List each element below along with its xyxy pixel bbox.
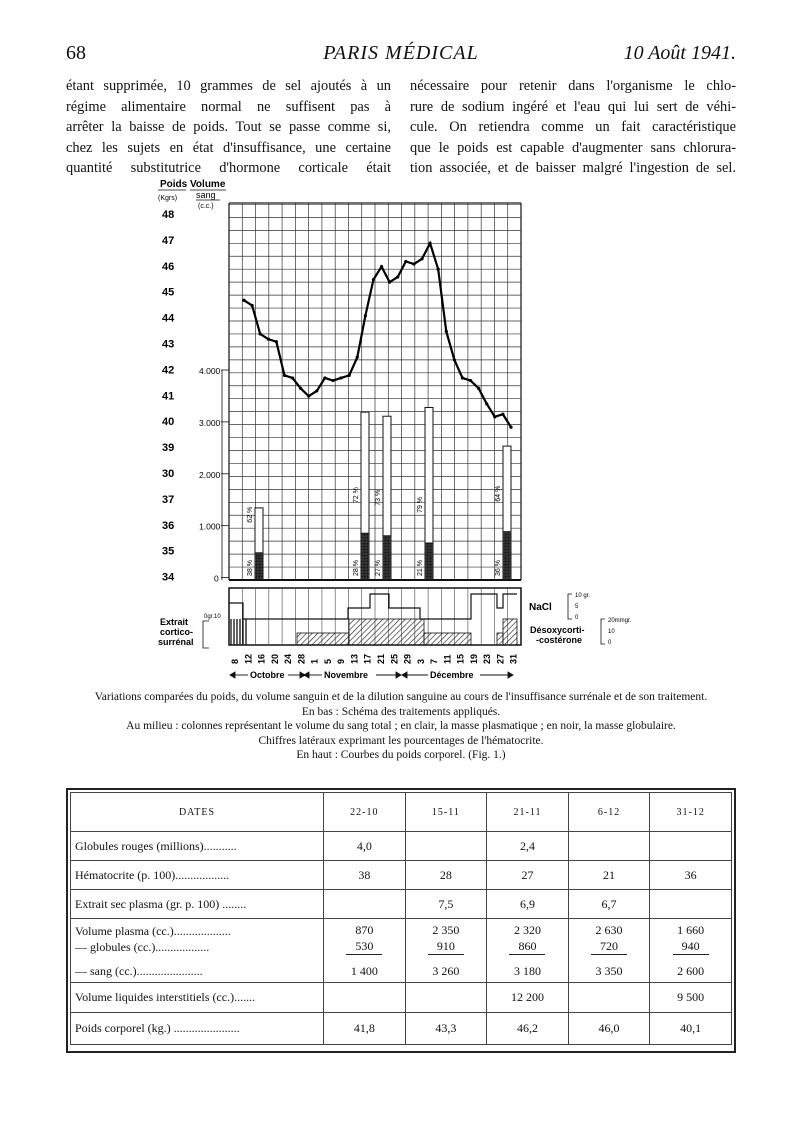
date-tick-label: 12 bbox=[243, 653, 254, 664]
weight-point bbox=[493, 415, 496, 418]
data-table-frame bbox=[66, 788, 736, 1053]
table-header: 6-12 bbox=[568, 793, 650, 832]
weight-point bbox=[396, 275, 399, 278]
page-header bbox=[66, 42, 736, 70]
nacl-tick: 0 bbox=[575, 615, 579, 621]
weight-tick-label: 45 bbox=[162, 286, 175, 299]
hematocrit-top-label: 62 % bbox=[247, 506, 254, 523]
weight-point bbox=[356, 356, 359, 359]
weight-tick-label: 37 bbox=[162, 493, 175, 506]
weight-tick-label: 43 bbox=[162, 338, 175, 351]
text-column-left bbox=[66, 76, 391, 179]
volume-tick-label: 1.000 bbox=[199, 521, 221, 532]
date-tick-label: 16 bbox=[256, 653, 267, 664]
table-cell-group bbox=[324, 919, 406, 983]
date-tick-label: 9 bbox=[336, 658, 347, 664]
table-cell: 46,0 bbox=[568, 1013, 650, 1045]
table-cell: 940 bbox=[673, 938, 709, 955]
weight-point bbox=[372, 278, 375, 281]
hematocrit-top-label: 64 % bbox=[495, 485, 502, 502]
weight-point bbox=[485, 402, 488, 405]
extrait-label: surrénal bbox=[158, 637, 194, 647]
table-header: 31-12 bbox=[650, 793, 732, 832]
hematocrit-top-label: 73 % bbox=[375, 489, 382, 506]
weight-point bbox=[339, 376, 342, 379]
text-line: rure de sodium ingéré et l'eau qui lui sert de véhi- bbox=[410, 98, 736, 115]
table-cell-group bbox=[487, 919, 569, 983]
table-header: 21-11 bbox=[487, 793, 569, 832]
table-cell: 530 bbox=[346, 938, 382, 955]
row-label: Volume plasma (cc.)................... bbox=[75, 923, 231, 938]
table-cell: 9 500 bbox=[650, 983, 732, 1013]
weight-point bbox=[469, 379, 472, 382]
date-tick-label: 25 bbox=[389, 653, 400, 664]
date-tick-label: 31 bbox=[508, 653, 519, 664]
weight-tick-label: 30 bbox=[162, 468, 175, 480]
bar-globules-fill bbox=[426, 543, 433, 580]
sang-label: sang bbox=[196, 190, 216, 200]
weight-point bbox=[404, 260, 407, 263]
date-tick-label: 17 bbox=[362, 653, 373, 664]
table-cell: 7,5 bbox=[405, 890, 487, 919]
weight-point bbox=[291, 376, 294, 379]
table-cell: 46,2 bbox=[487, 1013, 569, 1045]
table-cell: 910 bbox=[428, 938, 464, 955]
table-cell: 3 350 bbox=[595, 964, 623, 978]
nacl-label: NaCl bbox=[529, 602, 552, 613]
table-cell: 1 400 bbox=[350, 964, 378, 978]
nacl-tick: 10 gr. bbox=[575, 593, 591, 599]
weight-point bbox=[259, 332, 262, 335]
weight-point bbox=[453, 358, 456, 361]
table-row bbox=[71, 861, 732, 890]
date-tick-label: 8 bbox=[230, 658, 240, 664]
weight-tick-label: 34 bbox=[162, 571, 175, 584]
text-line: arrêter la baisse de poids. Tout se passe comme si, bbox=[66, 119, 391, 135]
text-line: que le poids est capable d'augmenter sans chlorura- bbox=[410, 139, 736, 156]
chart-grid bbox=[229, 203, 521, 580]
text-line: étant supprimée, 10 grammes de sel ajoutés à un bbox=[66, 78, 391, 94]
weight-point bbox=[348, 374, 351, 377]
weight-point bbox=[283, 374, 286, 377]
date-tick-label: 19 bbox=[468, 653, 479, 664]
desoxy-label: -costérone bbox=[536, 635, 583, 645]
table-row bbox=[71, 890, 732, 919]
caption-line: En haut : Courbes du poids corporel. (Fig. 1.) bbox=[296, 749, 506, 761]
hematocrit-bottom-label: 36 % bbox=[495, 560, 502, 576]
desoxy-block bbox=[497, 633, 503, 645]
weight-point bbox=[331, 379, 334, 382]
weight-point bbox=[380, 265, 383, 268]
month-decembre: Décembre bbox=[430, 670, 474, 680]
date-tick-label: 23 bbox=[482, 653, 493, 664]
hematocrit-bottom-label: 21 % bbox=[417, 560, 424, 576]
bar-globules-fill bbox=[362, 533, 369, 580]
table-cell: 2 350 bbox=[432, 923, 460, 937]
weight-tick-label: 36 bbox=[162, 519, 175, 532]
table-cell: 2,4 bbox=[487, 832, 569, 861]
weight-point bbox=[477, 387, 480, 390]
table-header: 22-10 bbox=[324, 793, 406, 832]
treatment-schema bbox=[229, 588, 521, 645]
row-label: Hématocrite (p. 100).................. bbox=[71, 861, 324, 890]
weight-point bbox=[509, 426, 512, 429]
weight-tick-label: 42 bbox=[162, 364, 175, 377]
date-tick-label: 27 bbox=[495, 653, 506, 664]
text-line: chez les sujets en état d'insuffisance, une certaine bbox=[66, 139, 391, 156]
weight-point bbox=[307, 395, 310, 398]
figure-chart bbox=[0, 170, 800, 690]
weight-point bbox=[420, 257, 423, 260]
date-tick-label: 20 bbox=[269, 653, 280, 664]
poids-label: Poids bbox=[160, 179, 188, 190]
month-novembre: Novembre bbox=[324, 670, 369, 680]
volume-label: Volume bbox=[190, 179, 226, 190]
nacl-curve bbox=[229, 594, 517, 619]
table-cell: 2 630 bbox=[595, 923, 623, 937]
table-cell: 3 260 bbox=[432, 964, 460, 978]
row-label: Volume liquides interstitiels (cc.)....... bbox=[71, 983, 324, 1013]
caption-line: Au milieu : colonnes représentant le volume du sang total ; en clair, la masse plasmatique ; en noir, la masse globulaire. bbox=[126, 720, 676, 732]
table-cell-group bbox=[568, 919, 650, 983]
weight-point bbox=[267, 338, 270, 341]
weight-point bbox=[437, 268, 440, 271]
volume-tick-label: 3.000 bbox=[199, 417, 221, 428]
table-cell bbox=[568, 983, 650, 1013]
weight-point bbox=[299, 387, 302, 390]
weight-curve bbox=[242, 242, 512, 429]
month-octobre: Octobre bbox=[250, 670, 285, 680]
desoxy-tick: 20mmgr. bbox=[608, 618, 632, 624]
date-tick-label: 3 bbox=[415, 658, 426, 664]
bar-globules-fill bbox=[384, 536, 391, 580]
weight-point bbox=[323, 376, 326, 379]
text-line: cule. On retiendra comme un fait caractéristique bbox=[410, 119, 736, 135]
date-tick-label: 15 bbox=[455, 653, 466, 664]
weight-tick-label: 41 bbox=[162, 390, 175, 403]
volume-unit: (c.c.) bbox=[198, 203, 214, 210]
row-label-group bbox=[71, 919, 324, 983]
weight-point bbox=[275, 340, 278, 343]
weight-tick-label: 44 bbox=[162, 312, 175, 325]
bar-globules-fill bbox=[256, 553, 263, 580]
table-cell: 27 bbox=[487, 861, 569, 890]
weight-point bbox=[412, 262, 415, 265]
table-header: DATES bbox=[71, 793, 324, 832]
text-line: régime alimentaire normal ne suffisent pas à bbox=[66, 98, 391, 115]
text-line: nécessaire pour retenir dans l'organisme le chlo- bbox=[410, 78, 736, 94]
table-cell: 860 bbox=[509, 938, 545, 955]
table-cell: 6,7 bbox=[568, 890, 650, 919]
hematocrit-bottom-label: 38 % bbox=[247, 560, 254, 576]
data-table bbox=[70, 792, 732, 1045]
date-axis bbox=[230, 654, 519, 664]
date-tick-label: 21 bbox=[376, 653, 386, 664]
table-cell-group bbox=[650, 919, 732, 983]
weight-point bbox=[501, 413, 504, 416]
desoxy-block bbox=[349, 619, 424, 645]
figure-caption bbox=[66, 690, 736, 763]
weight-tick-label: 40 bbox=[162, 416, 175, 429]
table-header: 15-11 bbox=[405, 793, 487, 832]
table-cell: 43,3 bbox=[405, 1013, 487, 1045]
nacl-tick: 5 bbox=[575, 604, 579, 610]
weight-point bbox=[315, 389, 318, 392]
date-tick-label: 28 bbox=[296, 653, 307, 664]
table-cell bbox=[568, 832, 650, 861]
table-header-row bbox=[71, 793, 732, 832]
table-cell: 4,0 bbox=[324, 832, 406, 861]
weight-point bbox=[461, 376, 464, 379]
text-line: tion associée, et de baisser malgré l'ingestion de sel. bbox=[410, 160, 736, 176]
desoxy-label: Désoxycorti- bbox=[530, 625, 585, 635]
weight-tick-label: 46 bbox=[162, 260, 175, 273]
hematocrit-top-label: 72 % bbox=[353, 487, 360, 504]
table-cell: 21 bbox=[568, 861, 650, 890]
volume-tick-label: 0 bbox=[214, 573, 219, 584]
weight-tick-label: 35 bbox=[162, 545, 175, 558]
bar-globules-fill bbox=[504, 532, 511, 580]
desoxy-block bbox=[503, 619, 517, 645]
date-tick-label: 7 bbox=[429, 658, 440, 664]
date-tick-label: 5 bbox=[322, 658, 333, 664]
extrait-dose: 0gr.10 bbox=[204, 614, 221, 620]
table-cell bbox=[324, 890, 406, 919]
weight-line bbox=[244, 243, 511, 427]
text-column-right bbox=[410, 76, 736, 179]
volume-tick-label: 2.000 bbox=[199, 469, 221, 480]
desoxy-tick: 10 bbox=[608, 629, 615, 635]
date-tick-label: 11 bbox=[442, 654, 453, 664]
desoxy-block bbox=[424, 633, 471, 645]
caption-line: Chiffres latéraux exprimant les pourcentages de l'hématocrite. bbox=[258, 734, 544, 747]
weight-point bbox=[364, 314, 367, 317]
hematocrit-bottom-label: 28 % bbox=[353, 560, 360, 576]
table-cell: 38 bbox=[324, 861, 406, 890]
date-tick-label: 1 bbox=[309, 658, 320, 664]
row-label: Globules rouges (millions)........... bbox=[71, 832, 324, 861]
table-cell-group bbox=[405, 919, 487, 983]
issue-date: 10 Août 1941. bbox=[623, 42, 736, 64]
table-cell: 2 320 bbox=[513, 923, 541, 937]
volume-tick-label: 4.000 bbox=[199, 366, 221, 376]
table-cell: 40,1 bbox=[650, 1013, 732, 1045]
weight-tick-label: 48 bbox=[162, 209, 175, 221]
row-label: Poids corporel (kg.) ...................... bbox=[71, 1013, 324, 1045]
extrait-label: Extrait bbox=[160, 617, 189, 627]
table-cell bbox=[405, 983, 487, 1013]
table-cell: 720 bbox=[591, 938, 627, 955]
table-cell: 870 bbox=[355, 923, 374, 937]
table-cell bbox=[650, 890, 732, 919]
date-tick-label: 24 bbox=[283, 653, 294, 664]
table-row-volumes bbox=[71, 919, 732, 983]
weight-point bbox=[428, 242, 431, 245]
hematocrit-bottom-label: 27 % bbox=[375, 560, 382, 576]
desoxy-block bbox=[297, 633, 349, 645]
weight-axis bbox=[162, 209, 175, 584]
row-label: Extrait sec plasma (gr. p. 100) ........ bbox=[71, 890, 324, 919]
table-cell bbox=[405, 832, 487, 861]
row-label: — globules (cc.).................. bbox=[75, 939, 210, 954]
table-cell: 1 660 bbox=[677, 923, 705, 937]
weight-point bbox=[388, 281, 391, 284]
page-number: 68 bbox=[66, 42, 86, 64]
table-cell: 6,9 bbox=[487, 890, 569, 919]
hematocrit-top-label: 79 % bbox=[417, 496, 424, 513]
weight-point bbox=[250, 304, 253, 307]
date-tick-label: 13 bbox=[349, 653, 360, 664]
table-cell bbox=[650, 832, 732, 861]
table-cell: 28 bbox=[405, 861, 487, 890]
caption-line: Variations comparées du poids, du volume sanguin et de la dilution sanguine au cours de l'insuffisance surrénale et de son traitement. bbox=[94, 691, 708, 703]
table-cell: 3 180 bbox=[513, 964, 541, 978]
table-row bbox=[71, 1013, 732, 1045]
weight-point bbox=[242, 299, 245, 302]
journal-title: PARIS MÉDICAL bbox=[323, 42, 479, 64]
table-cell: 41,8 bbox=[324, 1013, 406, 1045]
caption-line: En bas : Schéma des traitements appliqués. bbox=[301, 705, 501, 718]
table-cell bbox=[324, 983, 406, 1013]
table-row bbox=[71, 983, 732, 1013]
text-line: quantité substitutrice d'hormone corticale était bbox=[66, 160, 391, 176]
weight-tick-label: 39 bbox=[162, 442, 175, 455]
weight-tick-label: 47 bbox=[162, 234, 175, 247]
poids-unit: (Kgrs) bbox=[158, 195, 178, 202]
desoxy-tick: 0 bbox=[608, 640, 612, 646]
table-cell: 12 200 bbox=[487, 983, 569, 1013]
table-row bbox=[71, 832, 732, 861]
extrait-label: cortico- bbox=[160, 627, 194, 637]
weight-point bbox=[445, 330, 448, 333]
table-cell: 2 600 bbox=[677, 964, 705, 978]
row-label: — sang (cc.)...................... bbox=[75, 963, 203, 978]
volume-axis bbox=[199, 366, 229, 584]
date-tick-label: 29 bbox=[402, 653, 413, 664]
table-cell: 36 bbox=[650, 861, 732, 890]
